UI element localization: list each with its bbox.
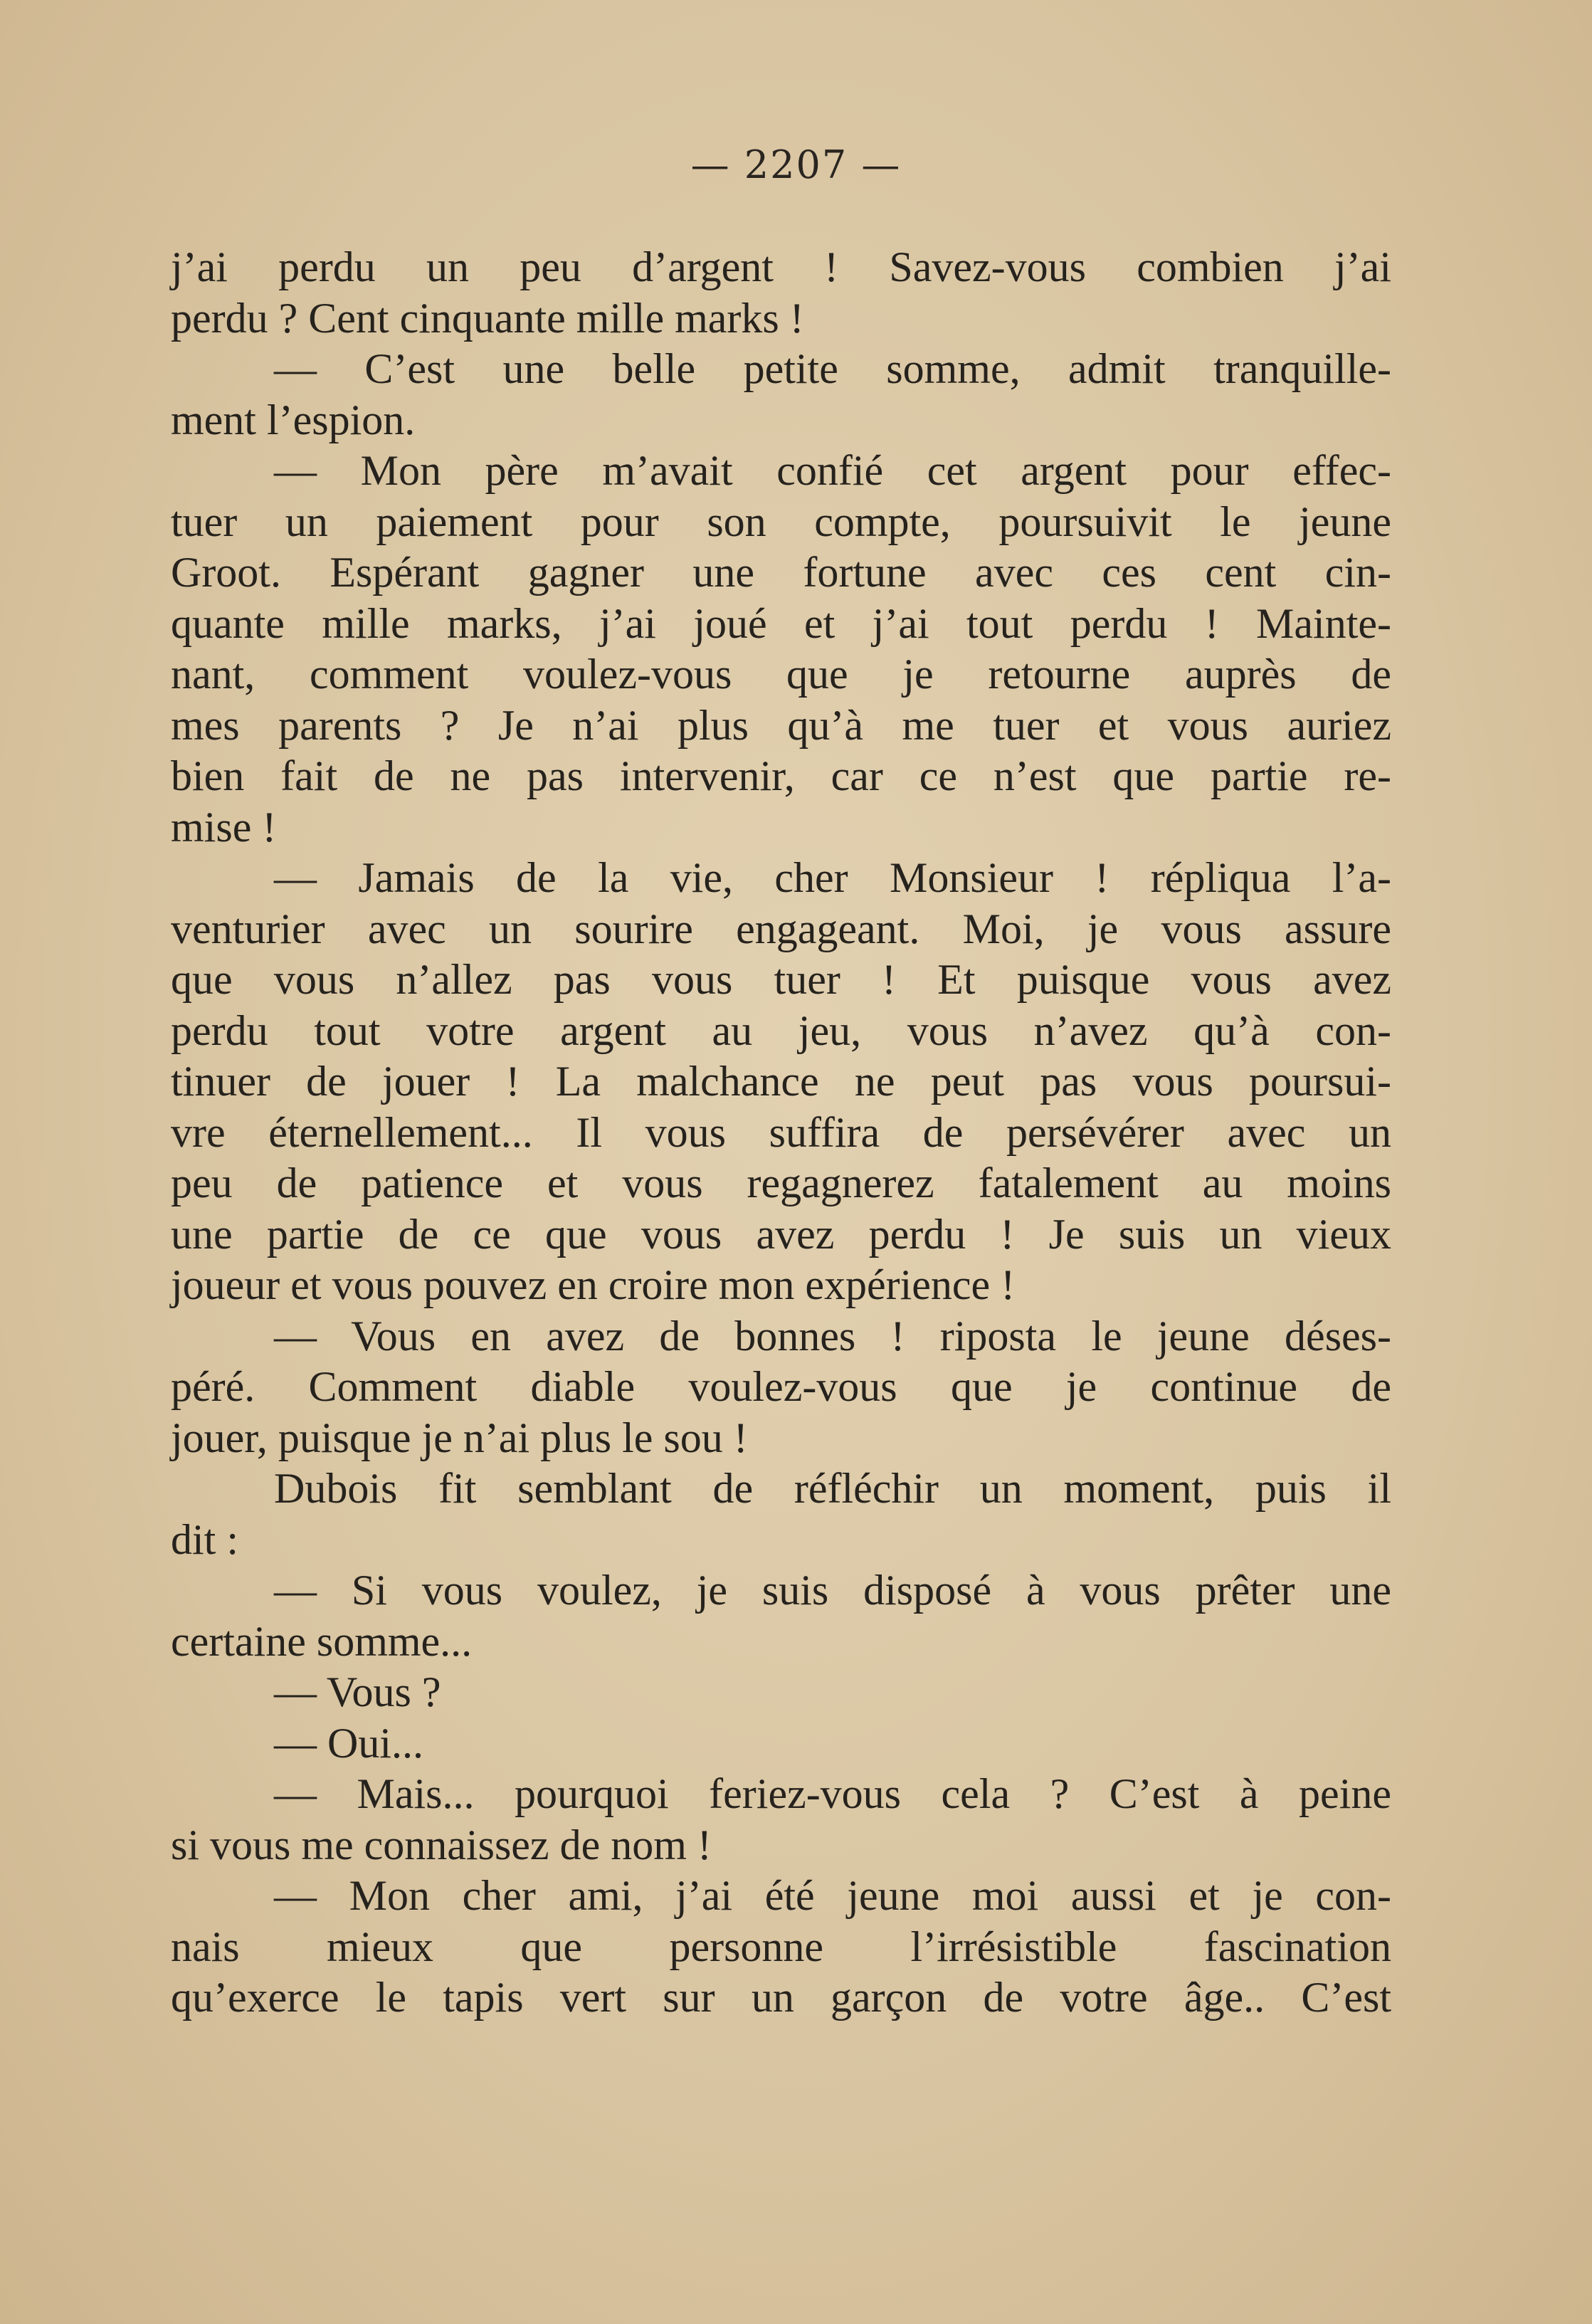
- body-text: [171, 242, 1391, 2024]
- text-line: — C’est une belle petite somme, admit tranquille-: [274, 345, 1391, 392]
- text-line: — Mon cher ami, j’ai été jeune moi aussi et je con-: [274, 1872, 1391, 1919]
- text-line: dit :: [171, 1515, 239, 1563]
- text-line: que vous n’allez pas vous tuer ! Et puisque vous avez: [171, 956, 1391, 1003]
- text-line: peu de patience et vous regagnerez fatalement au moins: [171, 1160, 1391, 1206]
- page-number: — 2207 —: [690, 142, 902, 187]
- text-line: tuer un paiement pour son compte, poursuivit le jeune: [171, 498, 1391, 545]
- text-line: tinuer de jouer ! La malchance ne peut pas vous poursui-: [171, 1058, 1391, 1105]
- text-line: ment l’espion.: [171, 396, 416, 443]
- text-line: perdu tout votre argent au jeu, vous n’avez qu’à con-: [171, 1006, 1391, 1054]
- text-line: Dubois fit semblant de réfléchir un moment, puis il: [274, 1465, 1391, 1512]
- text-line: une partie de ce que vous avez perdu ! Je suis un vieux: [171, 1210, 1391, 1258]
- text-line: Groot. Espérant gagner une fortune avec ces cent cin-: [171, 549, 1391, 596]
- text-line: jouer, puisque je n’ai plus le sou !: [171, 1414, 748, 1461]
- text-line: perdu ? Cent cinquante mille marks !: [171, 294, 804, 342]
- text-line: venturier avec un sourire engageant. Moi, je vous assure: [171, 905, 1391, 952]
- text-line: si vous me connaissez de nom !: [171, 1821, 712, 1868]
- text-line: — Vous ?: [274, 1668, 441, 1715]
- text-line: vre éternellement... Il vous suffira de persévérer avec un: [171, 1108, 1391, 1156]
- text-line: qu’exerce le tapis vert sur un garçon de votre âge.. C’est: [171, 1974, 1391, 2021]
- text-line: j’ai perdu un peu d’argent ! Savez-vous combien j’ai: [171, 243, 1391, 290]
- text-line: certaine somme...: [171, 1617, 473, 1665]
- text-line: nant, comment voulez-vous que je retourne auprès de: [171, 651, 1391, 698]
- text-line: nais mieux que personne l’irrésistible fascination: [171, 1923, 1391, 1970]
- text-line: péré. Comment diable voulez-vous que je continue de: [171, 1363, 1391, 1410]
- text-line: mise !: [171, 803, 277, 851]
- text-line: — Mais... pourquoi feriez-vous cela ? C’est à peine: [274, 1770, 1391, 1817]
- text-line: — Vous en avez de bonnes ! riposta le jeune déses-: [274, 1312, 1391, 1360]
- text-line: mes parents ? Je n’ai plus qu’à me tuer et vous auriez: [171, 701, 1391, 749]
- text-line: quante mille marks, j’ai joué et j’ai tout perdu ! Mainte-: [171, 599, 1391, 647]
- text-line: — Si vous voulez, je suis disposé à vous prêter une: [274, 1567, 1391, 1614]
- text-line: bien fait de ne pas intervenir, car ce n’est que partie re-: [171, 752, 1391, 799]
- text-line: — Oui...: [274, 1719, 423, 1767]
- text-line: — Jamais de la vie, cher Monsieur ! répliqua l’a-: [274, 854, 1391, 901]
- text-line: — Mon père m’avait confié cet argent pour effec-: [274, 447, 1391, 494]
- text-line: joueur et vous pouvez en croire mon expérience !: [171, 1261, 1016, 1308]
